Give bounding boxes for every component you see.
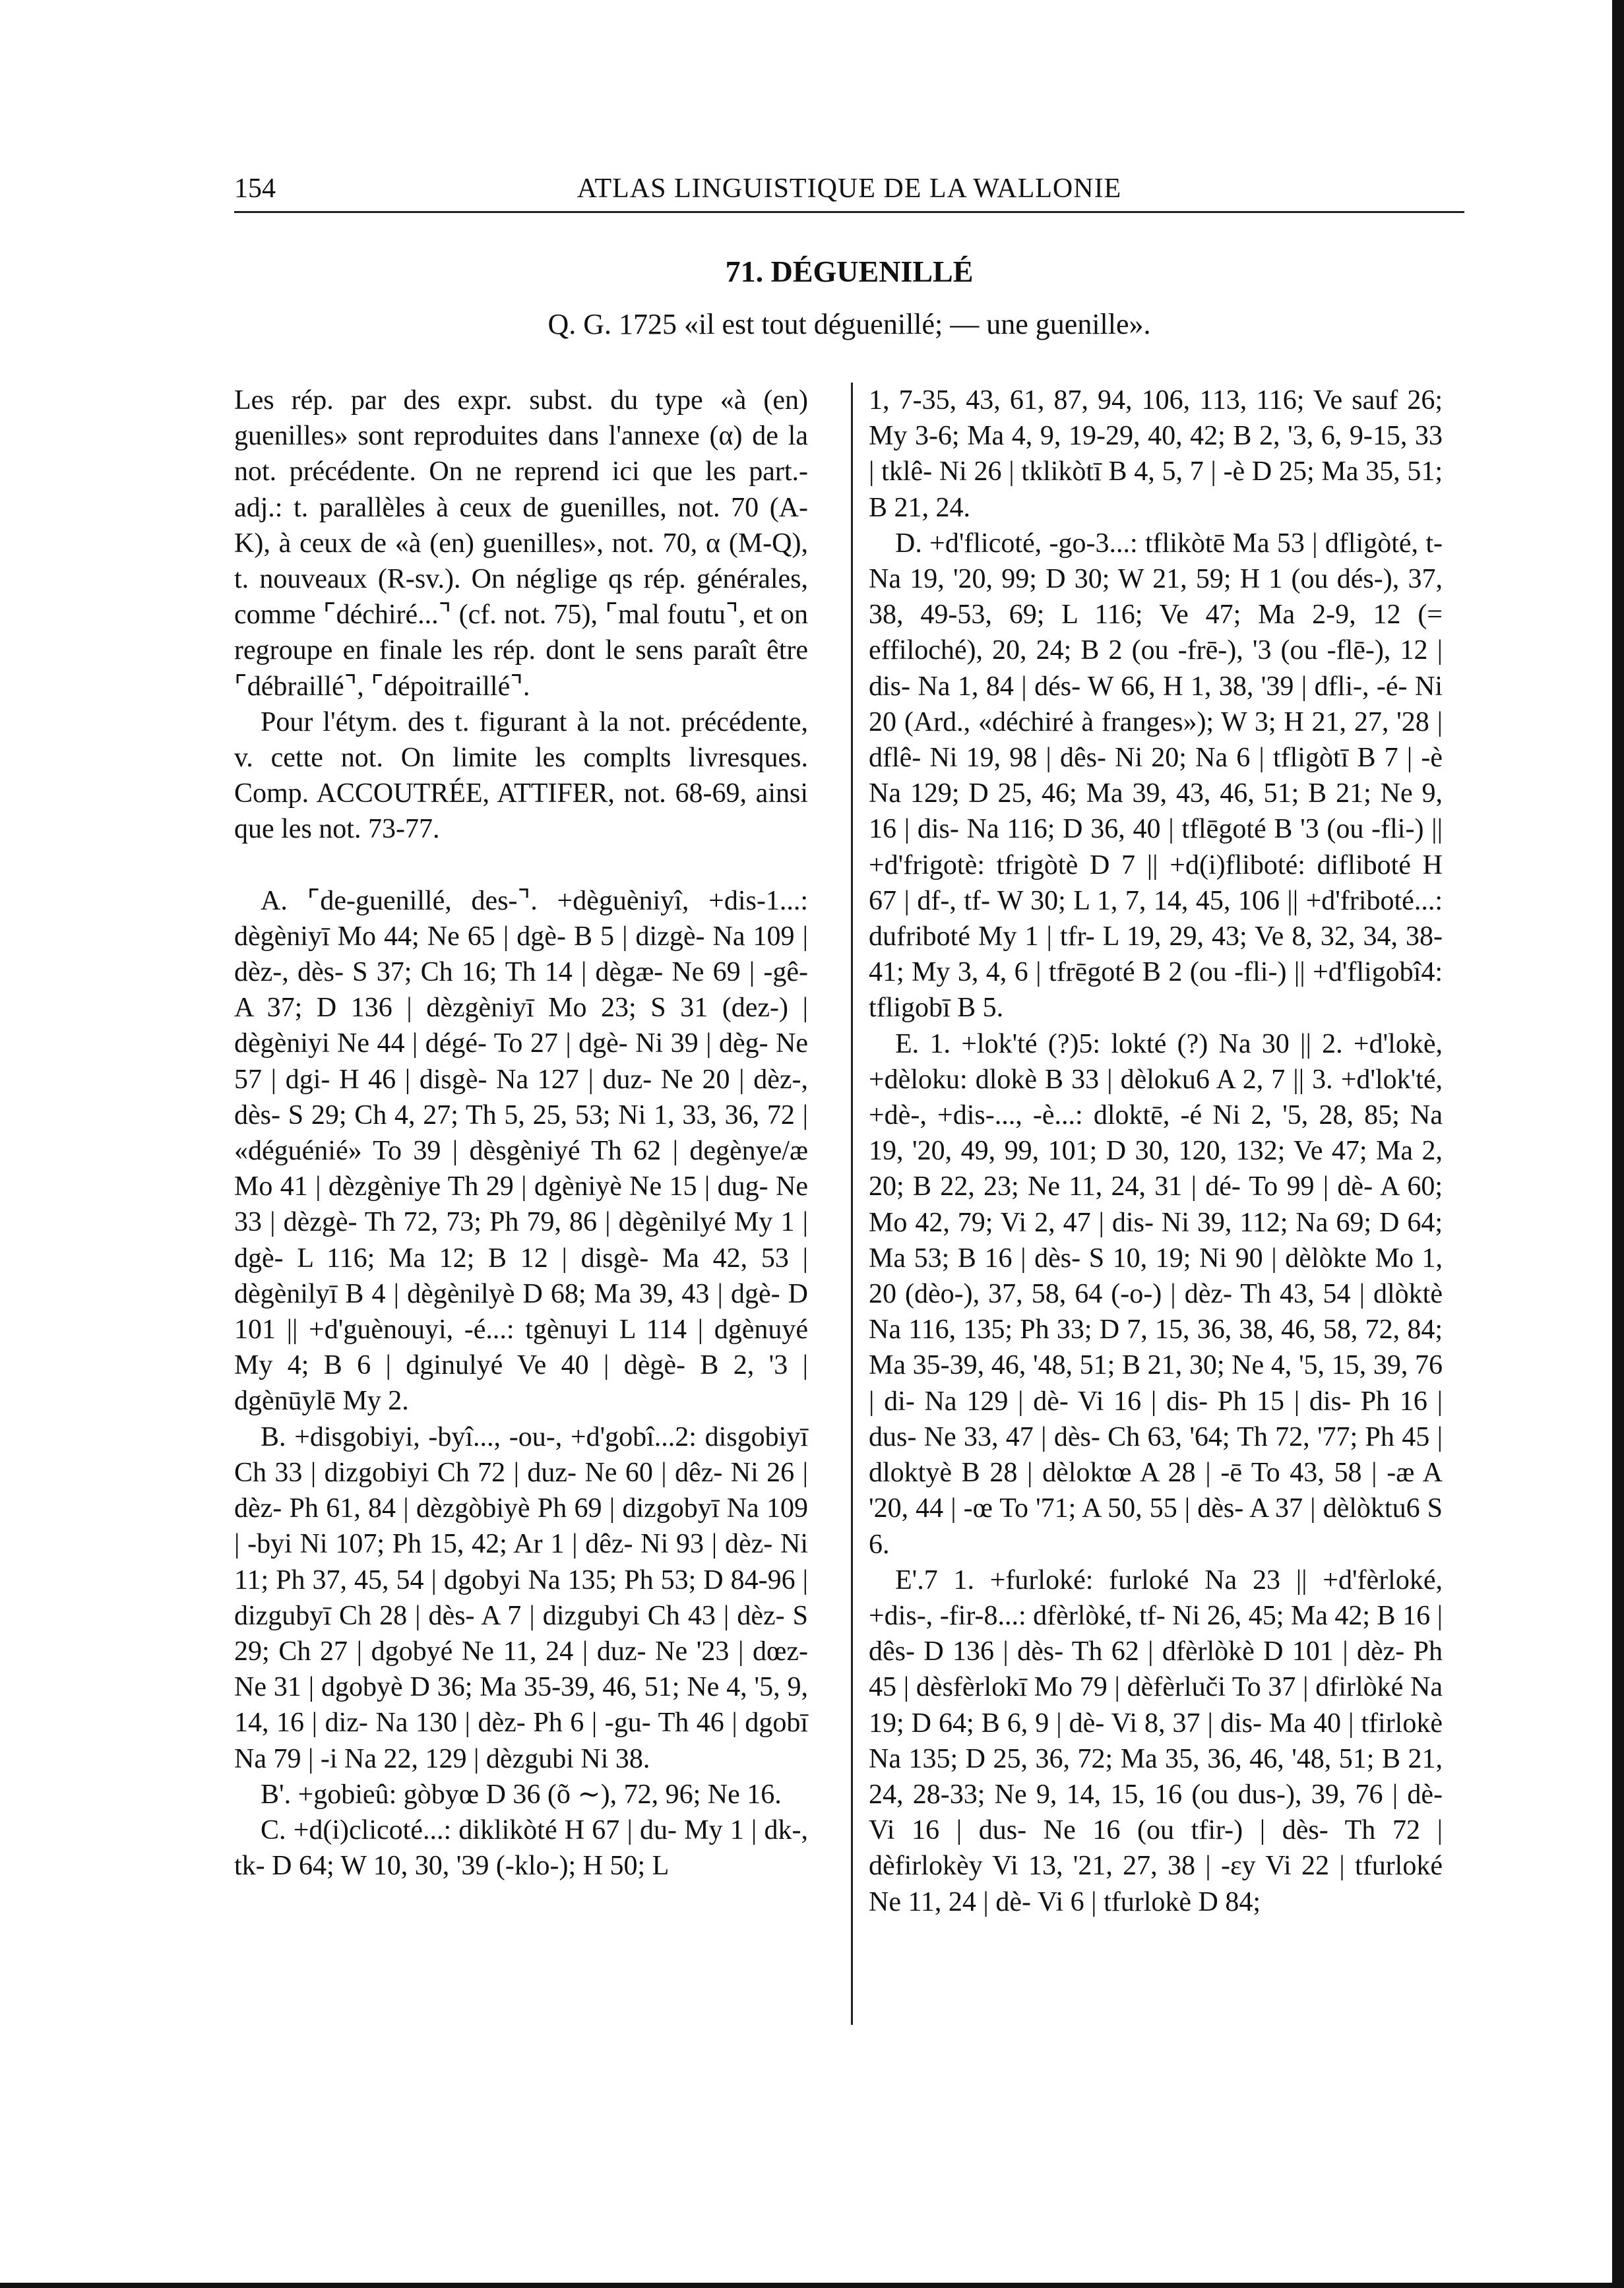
scan-border-right	[1612, 0, 1624, 2288]
running-title: ATLAS LINGUISTIQUE DE LA WALLONIE	[577, 173, 1122, 204]
intro-paragraph: Les rép. par des expr. subst. du type «à (en) guenilles» sont reproduites dans l'annexe (α) de la not. précédente. On ne reprend ici que les part.-adj.: t. parallèles à ceux de guenilles, not. 70 (A-K), à ceux de «à (en) guenilles», not. 70, α (M-Q), t. nouveaux (R-sv.). On néglige qs rép. générales, comme ⌜déchiré...⌝ (cf. not. 75), ⌜mal foutu⌝, et on regroupe en finale les rép. dont le sens paraît être ⌜débraillé⌝, ⌜dépoitraillé⌝.	[234, 385, 808, 702]
section-c-continued: 1, 7-35, 43, 61, 87, 94, 106, 113, 116; Ve sauf 26; My 3-6; Ma 4, 9, 19-29, 40, 42; B 2, '3, 6, 9-15, 33 | tklê- Ni 26 | tklikòtī B 4, 5, 7 | -è D 25; Ma 35, 51; B 21, 24.	[869, 385, 1443, 523]
section-a: A. ⌜de-guenillé, des-⌝. +dèguèniyî, +dis-1...: dègèniyī Mo 44; Ne 65 | dgè- B 5 | dizgè- Na 109 | dèz-, dès- S 37; Ch 16; Th 14 | dègæ- Ne 69 | -gê- A 37; D 136 | dèzgèniyī Mo 23; S 31 (dez-) | dègèniyi Ne 44 | dégé- To 27 | dgè- Ni 39 | dèg- Ne 57 | dgi- H 46 | disgè- Na 127 | duz- Ne 20 | dèz-, dès- S 29; Ch 4, 27; Th 5, 25, 53; Ni 1, 33, 36, 72 | «déguénié» To 39 | dèsgèniyé Th 62 | degènye/æ Mo 41 | dèzgèniye Th 29 | dgèniyè Ne 15 | dug- Ne 33 | dèzgè- Th 72, 73; Ph 79, 86 | dègènilyé My 1 | dgè- L 116; Ma 12; B 12 | disgè- Ma 42, 53 | dègènilyī B 4 | dègènilyè D 68; Ma 39, 43 | dgè- D 101 || +d'guènouyi, -é...: tgènuyi L 114 | dgènuyé My 4; B 6 | dginulyé Ve 40 | dègè- B 2, '3 | dgènūylē My 2.	[234, 885, 808, 1417]
section-b-prime: B'. +gobieû: gòbyœ D 36 (õ ∼), 72, 96; Ne 16.	[261, 1779, 782, 1810]
page-number: 154	[234, 173, 276, 204]
section-d: D. +d'flicoté, -go-3...: tflikòtē Ma 53 | dfligòté, t- Na 19, '20, 99; D 30; W 21, 59; H 1 (ou dés-), 37, 38, 49-53, 69; L 116; Ve 47; Ma 2-9, 12 (= effiloché), 20, 24; B 2 (ou -frē-), '3 (ou -flē-), 12 | dis- Na 1, 84 | dés- W 66, H 1, 38, '39 | dfli-, -é- Ni 20 (Ard., «déchiré à franges»); W 3; H 21, 27, '28 | dflê- Ni 19, 98 | dês- Ni 20; Na 6 | tfligòtī B 7 | -è Na 129; D 25, 46; Ma 39, 43, 46, 51; B 21; Ne 9, 16 | dis- Na 116; D 36, 40 | tflēgoté B '3 (ou -fli-) || +d'frigotè: tfrigòtè D 7 || +d(i)fliboté: difliboté H 67 | df-, tf- W 30; L 1, 7, 14, 45, 106 || +d'friboté...: dufriboté My 1 | tfr- L 19, 29, 43; Ve 8, 32, 34, 38-41; My 3, 4, 6 | tfrēgoté B 2 (ou -fli-) || +d'fligobî4: tfligobī B 5.	[869, 528, 1443, 1024]
column-divider	[851, 383, 853, 2025]
section-e: E. 1. +lok'té (?)5: lokté (?) Na 30 || 2. +d'lokè, +dèloku: dlokè B 33 | dèloku6 A 2, 7 || 3. +d'lok'té, +dè-, +dis-..., -è...: dloktē, -é Ni 2, '5, 28, 85; Na 19, '20, 49, 99, 101; D 30, 120, 132; Ve 47; Ma 2, 20; B 22, 23; Ne 11, 24, 31 | dé- To 99 | dè- A 60; Mo 42, 79; Vi 2, 47 | dis- Ni 39, 112; Na 69; D 64; Ma 53; B 16 | dès- S 10, 19; Ni 90 | dèlòkte Mo 1, 20 (dèo-), 37, 58, 64 (-o-) | dèz- Th 43, 54 | dlòktè Na 116, 135; Ph 33; D 7, 15, 36, 38, 46, 58, 72, 84; Ma 35-39, 46, '48, 51; B 21, 30; Ne 4, '5, 15, 39, 76 | di- Na 129 | dè- Vi 16 | dis- Ph 15 | dis- Ph 16 | dus- Ne 33, 47 | dès- Ch 63, '64; Th 72, '77; Ph 45 | dloktyè B 28 | dèloktœ A 28 | -ē To 43, 58 | -æ A '20, 44 | -œ To '71; A 50, 55 | dès- A 37 | dèlòktu6 S 6.	[869, 1028, 1443, 1560]
section-e-prime: E'.7 1. +furloké: furloké Na 23 || +d'fèrloké, +dis-, -fir-8...: dfèrlòké, tf- Ni 26, 45; Ma 42; B 16 | dês- D 136 | dès- Th 62 | dfèrlòkè D 101 | dèz- Ph 45 | dèsfèrlokī Mo 79 | dèfèrluči To 37 | dfirlòké Na 19; D 64; B 6, 9 | dè- Vi 8, 37 | dis- Ma 40 | tfirlokè Na 135; D 25, 36, 72; Ma 35, 36, 46, '48, 51; B 21, 24, 28-33; Ne 9, 14, 15, 16 (ou dus-), 39, 76 | dè- Vi 16 | dus- Ne 16 (ou tfir-) | dès- Th 72 | dèfirlokèy Vi 13, '21, 27, 38 | -εy Vi 22 | tfurloké Ne 11, 24 | dè- Vi 6 | tfurlokè D 84;	[869, 1564, 1443, 1917]
left-column	[234, 383, 808, 1884]
running-header	[234, 173, 1464, 213]
right-column	[869, 383, 1443, 1920]
questionnaire-reference: Q. G. 1725 «il est tout déguenillé; — une guenille».	[547, 308, 1151, 340]
scan-border-bottom	[0, 2283, 1624, 2288]
section-b: B. +disgobiyi, -byî..., -ou-, +d'gobî...2: disgobiyī Ch 33 | dizgobiyi Ch 72 | duz- Ne 60 | dêz- Ni 26 | dèz- Ph 61, 84 | dèzgòbiyè Ph 69 | dizgobyī Na 109 | -byi Ni 107; Ph 15, 42; Ar 1 | dêz- Ni 93 | dèz- Ni 11; Ph 37, 45, 54 | dgobyi Na 135; Ph 53; D 84-96 | dizgubyī Ch 28 | dès- A 7 | dizgubyi Ch 43 | dèz- S 29; Ch 27 | dgobyé Ne 11, 24 | duz- Ne '23 | dœz- Ne 31 | dgobyè D 36; Ma 35-39, 46, 51; Ne 4, '5, 9, 14, 16 | diz- Na 130 | dèz- Ph 6 | -gu- Th 46 | dgobī Na 79 | -i Na 22, 129 | dèzgubi Ni 38.	[234, 1421, 808, 1774]
article-heading	[234, 254, 1464, 341]
section-c-start: C. +d(i)clicoté...: diklikòté H 67 | du- My 1 | dk-, tk- D 64; W 10, 30, '39 (-klo-); H 50; L	[234, 1814, 808, 1882]
etymology-paragraph: Pour l'étym. des t. figurant à la not. précédente, v. cette not. On limite les complts livresques. Comp. ACCOUTRÉE, ATTIFER, not. 68-69, ainsi que les not. 73-77.	[234, 706, 808, 845]
article-title: 71. DÉGUENILLÉ	[725, 255, 974, 288]
